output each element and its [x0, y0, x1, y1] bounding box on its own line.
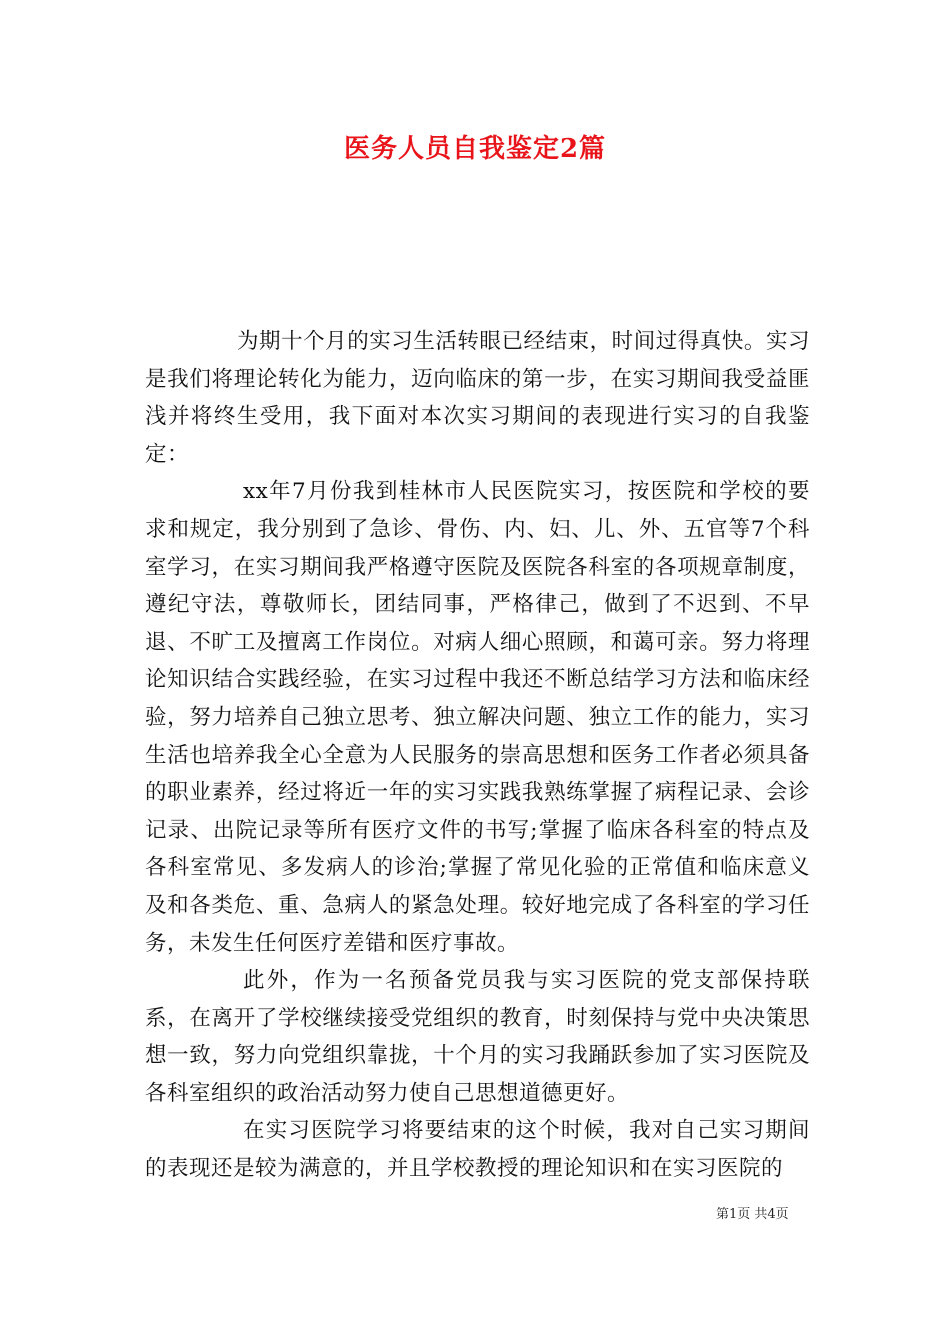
paragraph-intro: 为期十个月的实习生活转眼已经结束，时间过得真快。实习是我们将理论转化为能力，迈向临床的第一步，在实习期间我受益匪浅并将终生受用，我下面对本次实习期间的表现进行实习的自我鉴定：	[145, 329, 810, 467]
document-title: 医务人员自我鉴定2篇	[343, 134, 607, 164]
paragraph-internship-details: xx年7月份我到桂林市人民医院实习，按医院和学校的要求和规定，我分别到了急诊、骨伤、内、妇、儿、外、五官等7个科室学习，在实习期间我严格遵守医院及医院各科室的各项规章制度，遵纪守法，尊敬师长，团结同事，严格律己，做到了不迟到、不早退、不旷工及擅离工作岗位。对病人细心照顾，和蔼可亲。努力将理论知识结合实践经验，在实习过程中我还不断总结学习方法和临床经验，努力培养自己独立思考、独立解决问题、独立工作的能力，实习生活也培养我全心全意为人民服务的崇高思想和医务工作者必须具备的职业素养，经过将近一年的实习实践我熟练掌握了病程记录、会诊记录、出院记录等所有医疗文件的书写;掌握了临床各科室的特点及各科室常见、多发病人的诊治;掌握了常见化验的正常值和临床意义及和各类危、重、急病人的紧急处理。较好地完成了各科室的学习任务，未发生任何医疗差错和医疗事故。	[145, 479, 810, 956]
paragraph-conclusion: 在实习医院学习将要结束的这个时候，我对自己实习期间的表现还是较为满意的，并且学校教授的理论知识和在实习医院的	[145, 1118, 810, 1182]
paragraph-party-membership: 此外，作为一名预备党员我与实习医院的党支部保持联系，在离开了学校继续接受党组织的教育，时刻保持与党中央决策思想一致，努力向党组织靠拢，十个月的实习我踊跃参加了实习医院及各科室组织的政治活动努力使自己思想道德更好。	[145, 968, 810, 1106]
page-number-footer: 第1页 共4页	[716, 1207, 789, 1222]
document-body	[145, 323, 810, 1188]
